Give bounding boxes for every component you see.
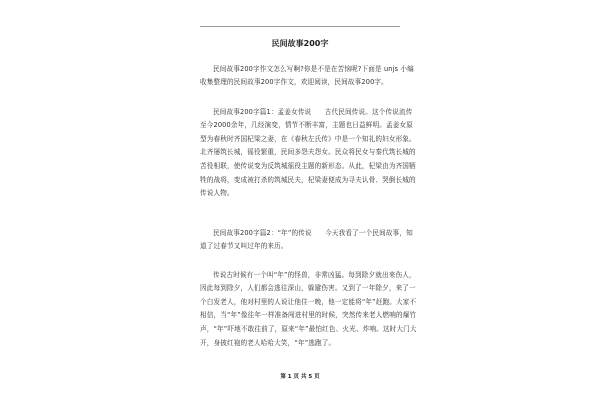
paragraph-story-1: 民间故事200字篇1：孟姜女传说 古代民间传说。这个传说流传至今2000余年，几经演变，情节不断丰富，主题也日益鲜明。孟姜女原型为春秋时齐国杞梁之妻，在《春秋左氏传》中是一个知礼的妇女形象。北齐屡筑长城，徭役繁重，民间多怨夫怨女。民众将民女与秦代筑长城的苦役相联，使传说变为反筑城徭役主题的新形态。从此，杞梁由为齐国牺牲的战将，变成被打杀的筑城民夫，杞梁妻便成为寻夫认骨、哭倒长城的传说人物。 xyxy=(200,107,416,198)
paragraph-story-2-body: 传说古时候有一个叫“年”的怪兽，非常凶猛。每到除夕就出来伤人，因此每到除夕，人们都会逃往深山，躲避伤害。又到了一年除夕，来了一个白发老人，他对村里的人说让他住一晚，他一定能将“年”赶跑。大家不相信，当“年”像往年一样准备闯进村里的时候，突然传来老人燃响的爆竹声，“年”吓地不敢往前了，原来“年”最怕红色、火光、炸响。这时大门大开，身披红袍的老人哈哈大笑，“年”逃跑了。 xyxy=(200,270,417,347)
paragraph-intro: 民间故事200字作文怎么写啊?你是不是在苦恼呢?下面是 unjs 小编收集整理的民间故事200字作文，欢迎阅读，民间故事200字。 xyxy=(200,64,414,87)
page-number-footer: 第 1 页 共 5 页 xyxy=(280,374,320,380)
document-title: 民间故事200字 xyxy=(271,39,329,48)
paragraph-story-2-intro: 民间故事200字篇2：“年”的传说 今天我看了一个民间故事，知道了过春节又叫过年的来历。 xyxy=(200,228,413,251)
header-rule xyxy=(200,26,400,27)
